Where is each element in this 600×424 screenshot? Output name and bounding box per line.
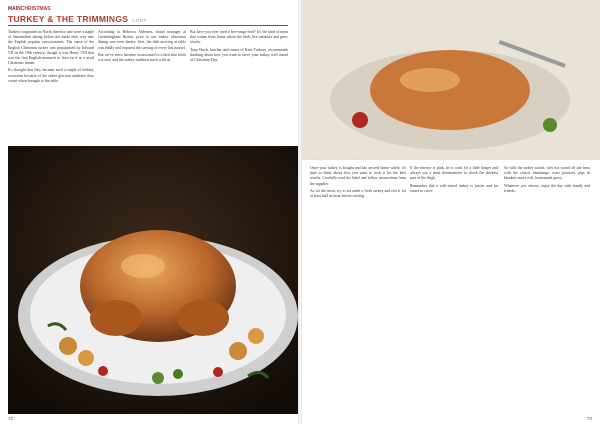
- spread-gutter: [298, 0, 302, 424]
- carving-photo: [300, 0, 600, 160]
- carved-turkey-image: [300, 0, 600, 160]
- section-header: [8, 6, 51, 12]
- paragraph: It's thought that they became such a staple of holiday occasions because of the rather glorious audience they create when brought to the table.: [8, 68, 94, 83]
- paragraph: Tony Finch, butcher and owner of Kent Turkeys, recommends thinking about how you want to serve your turkey well ahead of Christmas Day.: [190, 47, 288, 63]
- section-label: MAIN: [8, 6, 21, 12]
- article-column: [190, 30, 288, 65]
- article-column: [410, 166, 498, 196]
- paragraph: Whatever you choose, enjoy the day with family and friends.: [504, 183, 590, 193]
- article-column: [310, 166, 406, 201]
- paragraph: But have you ever tried a free-range bird? It's the kind of meat that comes from farms where the birds live outdoors and grow slowly.: [190, 30, 288, 45]
- paragraph: Once your turkey is bought and has arrived home safely, it's time to think about how you want to cook it for the best results. Carefully read the label and follow instructions from the supplier.: [310, 166, 406, 186]
- article-column: [504, 166, 590, 196]
- roast-turkey-image: [8, 146, 300, 414]
- paragraph: Remember that a well-rested turkey is juicier and far easier to carve.: [410, 183, 498, 193]
- section-label-secondary: CHRISTMAS: [20, 6, 51, 12]
- photo-credit: GREENFINGHAM ROAST TURKEY: [308, 152, 365, 156]
- article-title: [8, 14, 288, 26]
- paragraph: According to Rebecca Alderton, brand manager at Greenfingham Roasts, prior to our turkey obsession dining was even darker: first, the dish arriving at table was fiddly and required the carving of every last morsel.: [98, 30, 186, 50]
- article-column: [8, 30, 94, 86]
- paragraph: But we've since become accustomed to a bird that feeds a crowd, and the turkey tradition stuck with us.: [98, 52, 186, 63]
- title-text: TURKEY & THE TRIMMINGS: [8, 14, 129, 24]
- paragraph: Turkeys originated in North America and were a staple of Amerindian dining before the made their way into the English popular consciousness. The cause of the English Christmas turkey was popularised by Edward VII in the 19th century, though it was Henry VIII that was the first English monarch to feast on it at a royal Christmas dinner.: [8, 30, 94, 66]
- page-number: 72: [8, 416, 14, 421]
- paragraph: As for the meat, try to set aside a fresh turkey and rest it for at least half an hour before carving.: [310, 188, 406, 199]
- turkey-photo: [8, 146, 300, 414]
- title-continued: CONT.: [132, 18, 148, 23]
- article-column: [98, 30, 186, 65]
- paragraph: If the interior is pink, let it cook for a little longer and always use a meat thermometer to check the thickest part of the thigh.: [410, 166, 498, 181]
- paragraph: So with the turkey sorted, why not round off the feast with the classic trimmings: roast potatoes, pigs in blankets and a rich, homemade gravy.: [504, 166, 590, 181]
- page-number: 73: [586, 416, 592, 421]
